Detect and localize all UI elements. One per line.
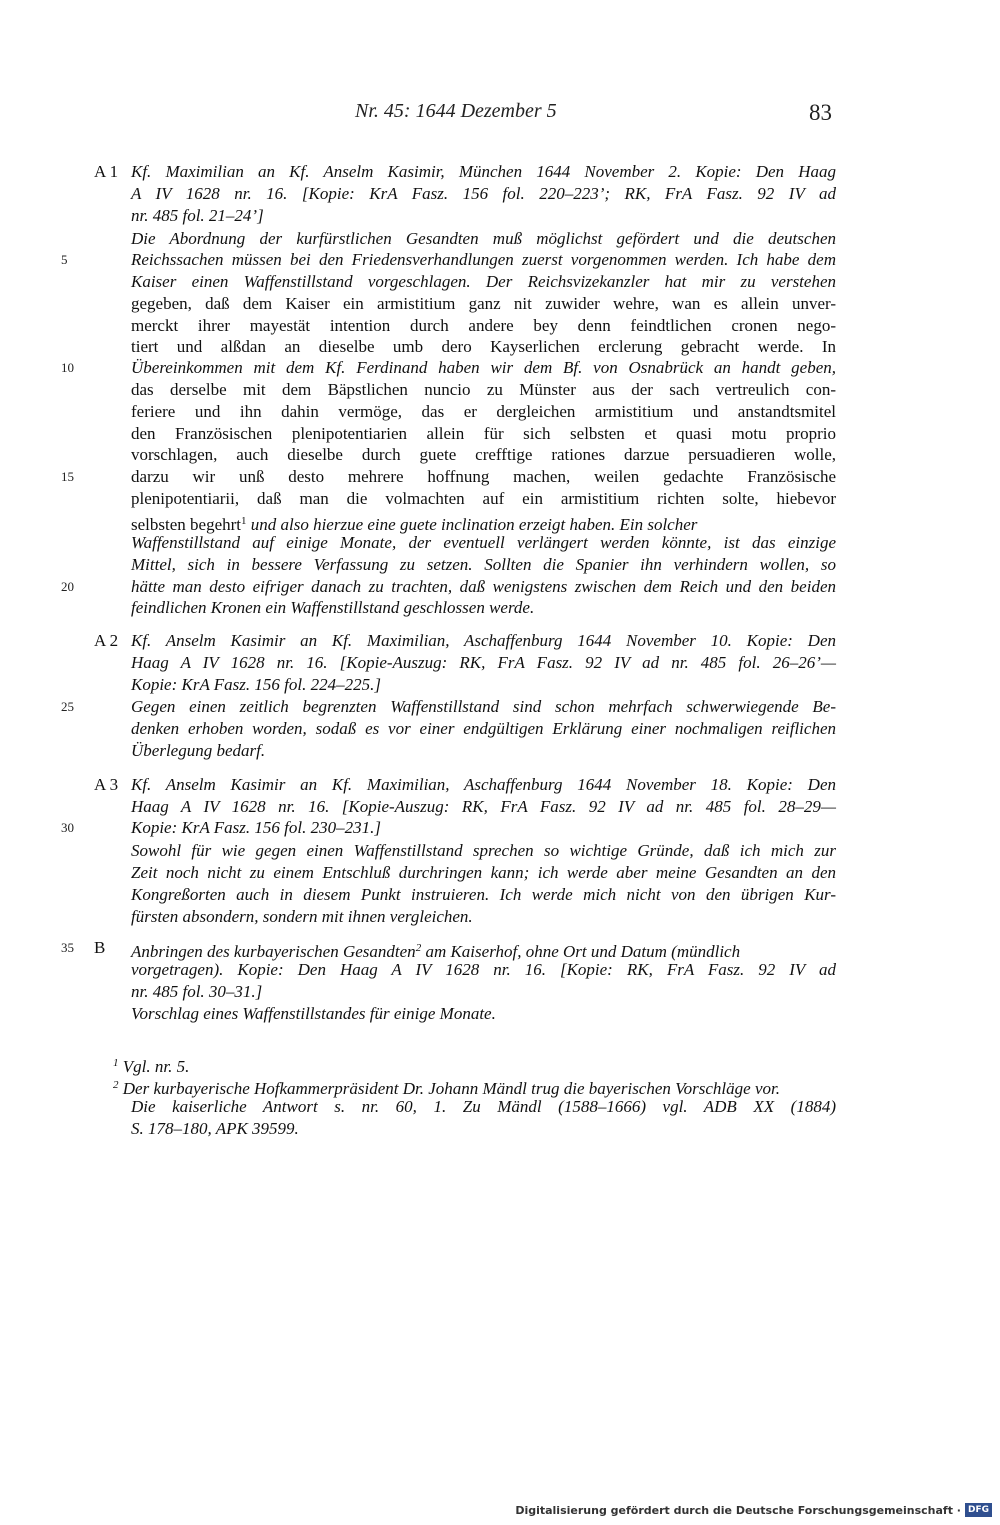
- line-number: 30: [61, 820, 74, 835]
- text-line: Kopie: KrA Fasz. 156 fol. 230–231.]: [131, 818, 381, 837]
- text-line: Haag A IV 1628 nr. 16. [Kopie-Auszug: RK, FrA Fasz. 92 IV ad nr. 485 fol. 26–26’—: [131, 653, 836, 672]
- text-line: Waffenstillstand auf einige Monate, der eventuell verlängert werden könnte, ist das einzige: [131, 533, 836, 552]
- page-number: 83: [809, 100, 832, 125]
- line-number: 15: [61, 469, 74, 484]
- text-line: A IV 1628 nr. 16. [Kopie: KrA Fasz. 156 fol. 220–223’; RK, FrA Fasz. 92 IV ad: [131, 184, 836, 203]
- text-line: Überlegung bedarf.: [131, 741, 266, 760]
- text-line: denken erhoben worden, sodaß es vor einer endgültigen Erklärung einer nochmaligen reiflichen: [131, 719, 836, 738]
- footnote-ref: 1: [241, 515, 247, 527]
- footnote-mark: 2: [113, 1079, 119, 1091]
- text-line: Kf. Anselm Kasimir an Kf. Maximilian, Aschaffenburg 1644 November 10. Kopie: Den: [131, 631, 836, 650]
- text-line: Vorschlag eines Waffenstillstandes für einige Monate.: [131, 1004, 496, 1023]
- text-line: plenipotentiarii, daß man die volmachten auf ein armistitium richten solte, hiebevor: [131, 489, 836, 508]
- text-segment: am Kaiserhof, ohne Ort und Datum (mündlich: [425, 942, 741, 961]
- line-number: 35: [61, 940, 74, 955]
- entry-label: A 3: [94, 775, 119, 794]
- entry-label: A 1: [94, 162, 119, 181]
- text-line: Haag A IV 1628 nr. 16. [Kopie-Auszug: RK, FrA Fasz. 92 IV ad nr. 485 fol. 28–29—: [131, 797, 836, 816]
- text-line: Kaiser einen Waffenstillstand vorgeschlagen. Der Reichsvizekanzler hat mir zu verstehen: [131, 272, 836, 291]
- entry-label: B: [94, 938, 106, 957]
- running-title: Nr. 45: 1644 Dezember 5: [355, 100, 557, 122]
- line-number: 10: [61, 360, 74, 375]
- text-line: Kongreßorten auch in diesem Punkt instruieren. Ich werde mich nicht von den übrigen Kur-: [131, 885, 836, 904]
- text-line: Zeit noch nicht zu einem Entschluß durchringen kann; ich werde aber meine Gesandten an den: [131, 863, 836, 882]
- text-line: Sowohl für wie gegen einen Waffenstillstand sprechen so wichtige Gründe, daß ich mich zur: [131, 841, 836, 860]
- text-line: Gegen einen zeitlich begrenzten Waffenstillstand sind schon mehrfach schwerwiegende Be-: [131, 697, 836, 716]
- text-segment: selbsten begehrt: [131, 515, 241, 534]
- text-segment: und also hierzue eine guete inclination erzeigt haben. Ein solcher: [250, 515, 698, 534]
- text-line: vorgetragen). Kopie: Den Haag A IV 1628 nr. 16. [Kopie: RK, FrA Fasz. 92 IV ad: [131, 960, 836, 979]
- text-line: merckt ihrer mayestät intention durch andere bey denn feindtlichen cronen nego-: [131, 316, 836, 335]
- text-line: das derselbe mit dem Bäpstlichen nuncio zu Münster aus der sach vertreulich con-: [131, 380, 836, 399]
- text-line: Kf. Maximilian an Kf. Anselm Kasimir, München 1644 November 2. Kopie: Den Haag: [131, 162, 836, 181]
- footnote-text: Der kurbayerische Hofkammerpräsident Dr. Johann Mändl trug die bayerischen Vorschläge vor.: [122, 1079, 780, 1098]
- text-segment: Anbringen des kurbayerischen Gesandten: [131, 942, 416, 961]
- credit-text: Digitalisierung gefördert durch die Deutsche Forschungsgemeinschaft ·: [515, 1503, 961, 1517]
- text-line: tiert und alßdan an dieselbe umb dero Kayserlichen erclerung gebracht werde. In: [131, 337, 836, 356]
- footnote-text: Vgl. nr. 5.: [122, 1057, 190, 1076]
- dfg-logo: DFG: [965, 1503, 992, 1517]
- footnote-text: Die kaiserliche Antwort s. nr. 60, 1. Zu Mändl (1588–1666) vgl. ADB XX (1884): [131, 1097, 836, 1116]
- text-line: darzu wir unß desto mehrere hoffnung machen, weilen gedachte Französische: [131, 467, 836, 486]
- digitization-credit: [515, 1503, 992, 1517]
- text-line: Kf. Anselm Kasimir an Kf. Maximilian, Aschaffenburg 1644 November 18. Kopie: Den: [131, 775, 836, 794]
- text-line: Reichssachen müssen bei den Friedensverhandlungen zuerst vorgenommen werden. Ich habe dem: [131, 250, 836, 269]
- text-line: vorschlagen, auch dieselbe durch guete crefftige rationes darzue persuadieren wolle,: [131, 445, 836, 464]
- footnote-ref: 2: [415, 942, 422, 954]
- footnote-text: S. 178–180, APK 39599.: [131, 1119, 299, 1138]
- text-line: Mittel, sich in bessere Verfassung zu setzen. Sollten die Spanier ihn verhindern wollen, so: [131, 555, 836, 574]
- text-line: Kopie: KrA Fasz. 156 fol. 224–225.]: [131, 675, 381, 694]
- footnote-mark: 1: [113, 1057, 119, 1069]
- text-line: gegeben, daß dem Kaiser ein armistitium ganz nit zuwider wehre, wan es allein unver-: [131, 294, 836, 313]
- text-line: hätte man desto eifriger danach zu trachten, daß wenigstens zwischen dem Reich und den beiden: [131, 577, 836, 596]
- line-number: 20: [61, 579, 74, 594]
- text-line: den Französischen plenipotentiarien allein für sich selbsten et quasi motu proprio: [131, 424, 836, 443]
- text-line: nr. 485 fol. 21–24’]: [131, 206, 264, 225]
- line-number: 25: [61, 699, 74, 714]
- text-line: Die Abordnung der kurfürstlichen Gesandten muß möglichst gefördert und die deutschen: [131, 229, 836, 248]
- text-line: Übereinkommen mit dem Kf. Ferdinand haben wir dem Bf. von Osnabrück an handt geben,: [131, 358, 836, 377]
- text-line: nr. 485 fol. 30–31.]: [131, 982, 263, 1001]
- line-number: 5: [61, 252, 68, 267]
- text-line: feindlichen Kronen ein Waffenstillstand geschlossen werde.: [131, 598, 535, 617]
- entry-label: A 2: [94, 631, 119, 650]
- text-line: fürsten absondern, sondern mit ihnen vergleichen.: [131, 907, 473, 926]
- text-line: feriere und ihn dahin vermöge, das er dergleichen armistitium und anstandtsmitel: [131, 402, 836, 421]
